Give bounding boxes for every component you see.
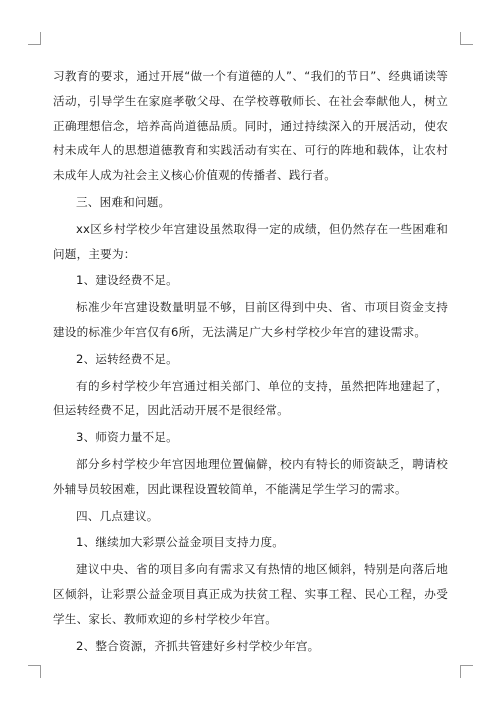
paragraph-difficulties-intro: xx区乡村学校少年宫建设虽然取得一定的成绩，但仍然存在一些困难和问题，主要为：	[53, 221, 448, 261]
paragraph-construction-funds: 标准少年宫建设数量明显不够，目前区得到中央、省、市项目资金支持建设的标准少年宫仅有6所，无法满足广大乡村学校少年宫的建设需求。	[53, 300, 448, 339]
subheading-lottery-fund: 1、继续加大彩票公益金项目支持力度。	[76, 535, 285, 550]
subheading-teachers: 3、师资力量不足。	[76, 430, 178, 445]
section-heading-difficulties: 三、困难和问题。	[76, 194, 171, 209]
section-heading-suggestions: 四、几点建议。	[76, 508, 159, 523]
paragraph-teachers: 部分乡村学校少年宫因地理位置偏僻，校内有特长的师资缺乏，聘请校外辅导员较困难，因此课程设置较简单，不能满足学生学习的需求。	[53, 456, 448, 496]
crop-mark-top-left	[28, 32, 41, 45]
crop-mark-bottom-right	[460, 665, 473, 678]
subheading-operating-funds: 2、运转经费不足。	[76, 351, 178, 366]
paragraph-operating-funds: 有的乡村学校少年宫通过相关部门、单位的支持，虽然把阵地建起了，但运转经费不足，因此活动开展不是很经常。	[53, 378, 448, 418]
crop-mark-bottom-left	[28, 665, 41, 678]
paragraph-lottery-fund: 建议中央、省的项目多向有需求又有热情的地区倾斜，特别是向落后地区倾斜，让彩票公益金项目真正成为扶贫工程、实事工程、民心工程，办受学生、家长、教师欢迎的乡村学校少年宫。	[53, 562, 448, 626]
crop-mark-top-right	[460, 32, 473, 45]
paragraph-continuation: 习教育的要求，通过开展“做一个有道德的人”、“我们的节日”、经典诵读等活动，引导学生在家庭孝敬父母、在学校尊敬师长、在社会奉献他人，树立正确理想信念，培养高尚道德品质。同时，通过持续深入的开展活动，使农村未成年人的思想道德教育和实践活动有实在、可行的阵地和载体，让农村未成年人成为社会主义核心价值观的传播者、践行者。	[53, 69, 448, 183]
subheading-integrate-resources: 2、整合资源，齐抓共管建好乡村学校少年宫。	[76, 638, 320, 653]
document-body	[53, 64, 448, 658]
subheading-construction-funds: 1、建设经费不足。	[76, 273, 178, 288]
